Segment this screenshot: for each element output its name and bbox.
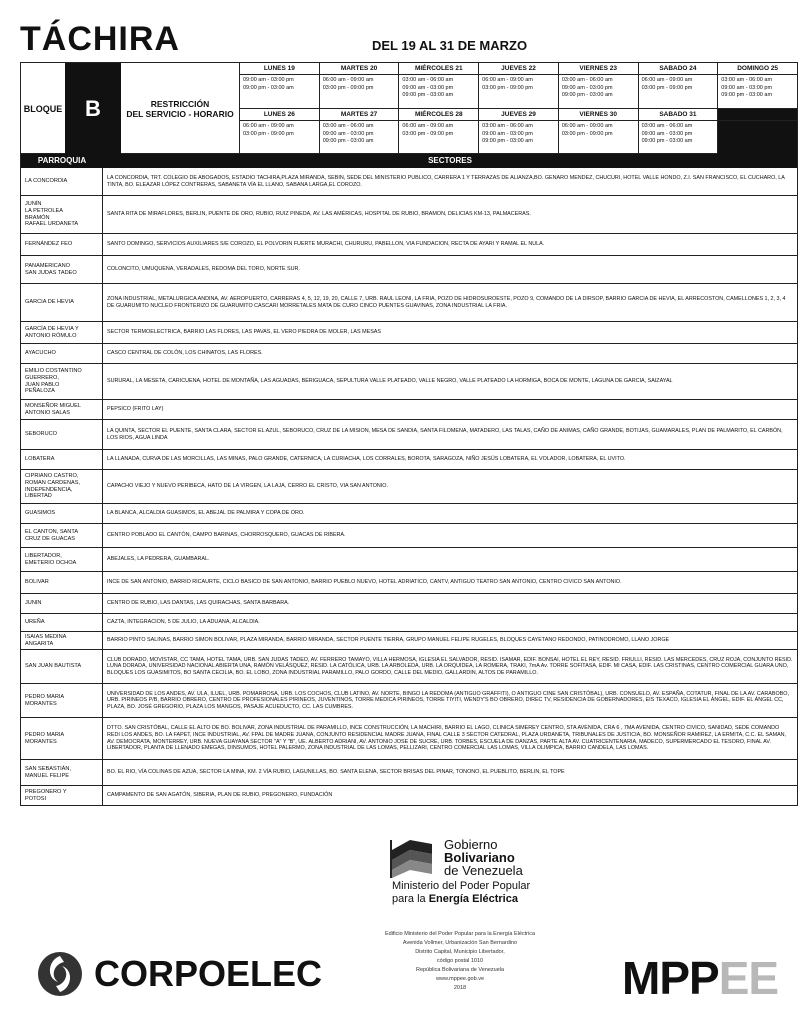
parroquia-cell: UREÑA xyxy=(21,614,103,631)
day-heading: MARTES 27 xyxy=(319,109,399,121)
parroquia-cell: PREGONERO Y POTOSI xyxy=(21,786,103,805)
parroquia-cell: JUNÍN LA PETROLEA BRAMÓN RAFAEL URDANETA xyxy=(21,196,103,233)
hour-range: 09:00 pm - 03:00 am xyxy=(482,138,533,144)
parroquia-cell: GARCÍA DE HEVIA Y ANTONIO RÓMULO xyxy=(21,322,103,343)
parroquia-cell: PANAMERICANO SAN JUDAS TADEO xyxy=(21,256,103,283)
address-line: 2018 xyxy=(453,985,467,991)
table-row xyxy=(21,450,797,470)
sectores-cell: CLUB DORADO, MOVISTAR, CC TAMA, HOTEL TAMA, URB. SAN JUDAS TADEO, AV. FERRERO TAMAYO, VILLA HERMOSA, IGLESIA EL SALVADOR, RESID. ISAMAR, EDIF. BONSAI, HOTEL EL REY, RESID. FRIULLI, RESID. LAS MERCEDES, CRUZ ROJA, CONJUNTO RESID. LUNA DORADA, UNIVERSIDAD NACIONAL ABIERTA UNA, RAMÓN VELÁSQUEZ, RESID. LA CATÓLICA, URB. LA ARBOLEDA, URB. LA ORQUIDEA, LA ROMERA, TRAKI, 7mA Av. TORRE SOFITASA, EDIF. MI CASA, EDIF. LAS CRISTINAS, CENTRO COMERCIAL GUARA UNO, BLOQUES LOS GUASIMITOS, BO SANTA CECILIA, BO. EL LOBO, ZONA INDUSTRIAL PARAMILLO, PALO GORDO, CALLE DEL MEDIO, GALLARDIN, ALTOS DE PARAMILLO. xyxy=(107,656,793,676)
hour-range: 09:00 am - 03:00 pm xyxy=(402,84,454,91)
table-row xyxy=(21,234,797,256)
mppee-logo xyxy=(622,952,778,1004)
sectores-cell: BO. EL RIO, VÍA COLINAS DE AZUA, SECTOR LA MINA, KM. 2 VÍA RUBIO, LAGUNILLAS, BO. SANTA ELENA, SECTOR BRISAS DEL PINAR, TONONO, EL PUEBLITO, BERLIN, EL TOPE xyxy=(107,769,565,776)
hour-range: 03:00 am - 06:00 am xyxy=(641,123,693,129)
hour-range: 06:00 am - 09:00 am xyxy=(482,77,533,83)
day-heading: JUEVES 29 xyxy=(478,109,558,121)
day-hours xyxy=(638,75,718,109)
table-row xyxy=(21,614,797,632)
ministry-line2-pre: para la xyxy=(392,893,429,905)
day-hours xyxy=(638,121,718,155)
hour-range: 09:00 pm - 03:00 am xyxy=(402,92,454,98)
parroquia-cell: SAN SEBASTIÁN, MANUEL FELIPE xyxy=(21,760,103,785)
day-heading: DOMINGO 25 xyxy=(717,63,797,75)
parroquia-cell: SAN JUAN BAUTISTA xyxy=(21,650,103,683)
day-hours xyxy=(717,121,797,155)
hour-range: 03:00 pm - 09:00 pm xyxy=(402,130,454,137)
address-line: www.mppee.gob.ve xyxy=(436,976,484,982)
sectores-cell: INCE DE SAN ANTONIO, BARRIO RICAURTE, CICLO BASICO DE SAN ANTONIO, BARRIO PUEBLO NUEVO, HOTEL ADRIATICO, CANTV, ANTIGUO TEATRO SAN ANTONIO, CENTRO CIVICO SAN ANTONIO. xyxy=(107,579,622,586)
day-heading xyxy=(717,109,797,121)
sectors-table xyxy=(20,154,798,806)
restriccion-line2: DEL SERVICIO - HORARIO xyxy=(126,109,234,119)
parroquia-cell: LA CONCORDIA xyxy=(21,168,103,195)
date-range: DEL 19 AL 31 DE MARZO xyxy=(372,38,528,53)
hour-range: 03:00 am - 06:00 am xyxy=(482,123,533,129)
day-hours xyxy=(478,121,558,155)
corpoelec-wordmark: CORPOELEC xyxy=(94,953,323,994)
hour-range: 09:00 pm - 03:00 am xyxy=(641,138,693,144)
hour-range: 09:00 am - 03:00 pm xyxy=(322,130,374,137)
hour-range: 03:00 pm - 09:00 pm xyxy=(641,84,693,91)
day-hours xyxy=(239,75,319,109)
hour-range: 09:00 pm - 03:00 am xyxy=(561,92,613,98)
sectores-cell: SANTA RITA DE MIRAFLORES, BERLIN, PUENTE DE ORO, RUBIO, RUIZ PINEDA, AV. LAS AMÉRICAS, HOSPITAL DE RUBIO, BRAMON, DELICIAS KM-13, PALMACERAS. xyxy=(107,211,531,218)
table-row xyxy=(21,504,797,524)
table-row xyxy=(21,322,797,344)
parroquia-cell: ISAIAS MEDINA ANGARITA xyxy=(21,632,103,649)
venezuela-flag-icon xyxy=(388,836,436,878)
sectores-cell: LA QUINTA, SECTOR EL PUENTE, SANTA CLARA, SECTOR EL AZUL, SEBORUCO, CRUZ DE LA MISION, MESA DE SANDIA, SANTA FILOMENA, MATADERO, LAS TALAS, CAÑO DE ANIMAS, CAÑO GRANDE, BOTIJAS, GUAMARALES, PLAN DE PALMARITO, EL CARBÓN, LOS RIOS, AGUA LINDA xyxy=(107,427,783,441)
mppee-dark: MPP xyxy=(622,952,719,1004)
table-row xyxy=(21,548,797,572)
day-hours xyxy=(478,75,558,109)
day-hours xyxy=(319,121,399,155)
day-hours xyxy=(398,121,478,155)
day-hours xyxy=(558,121,638,155)
ministry-address xyxy=(360,930,560,993)
page-title: TÁCHIRA xyxy=(20,20,180,58)
day-heading: VIERNES 23 xyxy=(558,63,638,75)
parroquia-cell: LIBERTADOR, EMETERIO OCHOA xyxy=(21,548,103,571)
restriccion-line1: RESTRICCIÓN xyxy=(150,98,210,109)
hour-range: 03:00 pm - 09:00 pm xyxy=(243,130,294,137)
day-hours xyxy=(319,75,399,109)
parroquia-cell: MONSEÑOR MIGUEL ANTONIO SALAS xyxy=(21,400,103,419)
parroquia-cell: PEDRO MARIA MORANTES xyxy=(21,718,103,759)
table-row xyxy=(21,344,797,364)
table-row xyxy=(21,572,797,594)
schedule-header xyxy=(20,62,798,154)
sectores-cell: BARRIO PINTO SALINAS, BARRIO SIMON BOLIVAR, PLAZA MIRANDA, BARRIO MIRANDA, SECTOR PUENTE TIERRA, GRUPO MANUEL FELIPE RUGELES, BLOQUES CAYETANO REDONDO, PATINODROMO, LLANO JORGE xyxy=(107,637,670,644)
sectores-cell: ABEJALES, LA PEDRERA, GUAMBARAL. xyxy=(107,556,210,563)
address-line: República Bolivariana de Venezuela xyxy=(415,967,505,973)
hour-range: 06:00 am - 09:00 am xyxy=(641,77,693,83)
hour-range: 03:00 pm - 09:00 pm xyxy=(482,84,533,91)
table-row xyxy=(21,524,797,548)
day-hours xyxy=(558,75,638,109)
parroquia-cell: LOBATERA xyxy=(21,450,103,469)
day-heading: MARTES 20 xyxy=(319,63,399,75)
ministry-line2 xyxy=(392,893,518,905)
table-row xyxy=(21,420,797,450)
address-line: código postal 1010 xyxy=(436,958,484,964)
bloque-label: BLOQUE xyxy=(23,104,63,114)
address-line: Edificio Ministerio del Poder Popular para la Energía Eléctrica xyxy=(384,931,536,937)
sectores-cell: ZONA INDUSTRIAL, METALURGICA ANDINA, AV. AEROPUERTO, CARRERAS 4, 5, 12, 19, 20, CALLE 7, URB. RAUL LEONI, LA FRIA, POZO DE HIDROSUROESTE, POZO 9, COMANDO DE LA DIRSOP, BARRIO GARCIA DE HEVIA, EL ARRECOSTON, CAMELLONES 1, 2, 3, 4 DE GUARUMITO NUCLEO FRONTERIZO DE GUARUMITO CASCARI MORRETALES MATA DE CURO CINCO PUENTES GUAVINAS, ZONA INDUSTRIAL LA FRIA. xyxy=(107,295,786,309)
table-row xyxy=(21,786,797,806)
hour-range: 03:00 pm - 09:00 pm xyxy=(561,130,613,137)
hour-range: 09:00 am - 03:00 pm xyxy=(243,77,294,83)
sectores-cell: CENTRO POBLADO EL CANTÓN, CAMPO BARINAS, CHORROSQUERO, GUACAS DE RIBERA. xyxy=(107,532,346,539)
sectores-cell: LA LLANADA, CURVA DE LAS MORCILLAS, LAS MINAS, PALO GRANDE, CATERNICA, LA CURIACHA, LOS CORRALES, BOROTA, SARAGOZA, NIÑO JESÚS LOBATERA, EL VOLADOR, LOBATERA, EL UVITO. xyxy=(107,456,626,463)
hour-range: 09:00 am - 03:00 pm xyxy=(721,84,773,91)
bloque-letter: B xyxy=(65,63,121,155)
hour-range: 06:00 am - 09:00 am xyxy=(402,123,454,129)
hour-range: 03:00 am - 06:00 am xyxy=(721,77,773,83)
table-row xyxy=(21,470,797,504)
table-row xyxy=(21,632,797,650)
day-hours xyxy=(398,75,478,109)
parroquia-cell: CIPRIANO CASTRO, ROMAN CARDENAS, INDEPENDENCIA, LIBERTAD xyxy=(21,470,103,503)
hour-range: 09:00 am - 03:00 pm xyxy=(482,130,533,137)
day-heading: LUNES 19 xyxy=(239,63,319,75)
col-parroquia: PARROQUIA xyxy=(37,156,87,165)
sectores-cell: PEPSICO (FRITO LAY) xyxy=(107,406,164,413)
table-row xyxy=(21,718,797,760)
sectores-cell: CAPACHO VIEJO Y NUEVO PERIBECA, HATO DE LA VIRGEN, LA LAJA, CERRO EL CRISTO, VIA SAN ANTONIO. xyxy=(107,483,388,490)
sectores-cell: SANTO DOMINGO, SERVICIOS AUXILIARES S/E COROZO, EL POLVORIN FUERTE MURACHI, CHURURU, PABELLON, VIA FUNDACION, RECTA DE AYARI Y RAMAL EL NULA. xyxy=(107,241,545,248)
parroquia-cell: JUNIN xyxy=(21,594,103,613)
corpoelec-swirl-icon xyxy=(36,950,84,998)
parroquia-cell: EMILIO COSTANTINO GUERRERO, JUAN PABLO PEÑALOZA xyxy=(21,364,103,399)
day-hours xyxy=(239,121,319,155)
hour-range: 06:00 am - 09:00 am xyxy=(322,77,374,83)
table-row xyxy=(21,256,797,284)
sectores-cell: SURURAL, LA MESETA, CARICUENA, HOTEL DE MONTAÑA, LAS AGUADAS, BERIGUACA, SEPULTURA VALLE PLATEADO, VALLE NEGRO, VALLE PLATEADO LA HORMIGA, BOCA DE MONTE, LAGUNA DE GARCIA, SAIZAYAL xyxy=(107,378,673,385)
table-row xyxy=(21,168,797,196)
hour-range: 03:00 pm - 09:00 pm xyxy=(322,84,374,91)
mppee-light: EE xyxy=(718,952,779,1004)
table-row xyxy=(21,364,797,400)
sectores-cell: DTTO. SAN CRISTÓBAL, CALLE EL ALTO DE BO. BOLIVAR, ZONA INDUSTRIAL DE PARAMILLO, INCE CONSTRUCCIÓN, LA MACHIRI, BARRIO EL LAGO, CLINICA SIMEREY CENTRO, STA AVENIDA, CRA 6 , 7MA AVENIDA, CENTRO CIVICO, SANIDAD, SEDE COMANDO REDI LOS ANDES, BO. LA FAPET, INCE INDUSTRIAL, AV. FPAL DE MADRE JUANA, CONJUNTO RESIDENCIAL MADRE JUANA, FINAL CALLE 3 SECTOR CATEDRAL, PLAZA URDANETA, TRIBUNALES DE JUSTICIA, BO. MONSEÑOR RAMIREZ, LA ERMITA, C.C. EL SAMAN, AV. DEMOCRATA, MONTERREY, URB. NUEVA GUAYANA SECTOR "A" Y "B", UE. ALBERTO ADRIANI, AV. ANTONIO JOSE DE SUCRE, URB. TORBES, ESCUELA DE DANZAS, PARTE ALTA AV. CUATRICENTENARIA, MADECO, SUPERMERCADO EL TESORO, FINAL AV. LIBERTADOR, PLANTA DE LLENADO EMEGAS, DINSUMOS, HOTEL PALERMO, ZONA INDUSTRIAL DE LAS LOMAS, PELLIZARI, CENTRO COMERCIAL LAS LOMAS, VILLA OLIMPICA, BARRIO CANDELA, LAS LOMAS. xyxy=(107,725,787,752)
gov-line3: de Venezuela xyxy=(444,863,523,878)
parroquia-cell: GUASIMOS xyxy=(21,504,103,523)
ministry-line1: Ministerio del Poder Popular xyxy=(392,880,531,892)
parroquia-cell: FERNÁNDEZ FEO xyxy=(21,234,103,255)
day-heading: MIÉRCOLES 28 xyxy=(398,109,478,121)
hour-range: 09:00 am - 03:00 pm xyxy=(561,84,613,91)
ministry-line2-bold: Energía Eléctrica xyxy=(428,893,518,905)
hour-range: 06:00 am - 09:00 am xyxy=(561,123,613,129)
sectores-cell: LA CONCORDIA, TRT. COLEGIO DE ABOGADOS, ESTADIO TACHIRA,PLAZA MIRANDA, SEBIN, SEDE DEL MINISTERIO PUBLICO, CARRERA 1 Y TERRAZAS DE ALIANZA,BO. GENARO MENDEZ, CHUCURI, HOTEL VALLE HONDO, Z.I. SAN FRANCISCO, EL CUCHARO, LA TINTA, BO. ELEAZAR LÓPEZ CONTRERAS, SABANETA VÍA EL LLANO, SABANA LARGA,EL COROZO. xyxy=(107,174,785,188)
table-row xyxy=(21,684,797,718)
hour-range: 06:00 am - 09:00 am xyxy=(243,123,294,129)
sectores-cell: SECTOR TERMOELECTRICA, BARRIO LAS FLORES, LAS PAVAS, EL VERO PIEDRA DE MOLER, LAS MESAS xyxy=(107,329,381,336)
day-heading: SABADO 31 xyxy=(638,109,718,121)
parroquia-cell: GARCIA DE HEVIA xyxy=(21,284,103,321)
parroquia-cell: PEDRO MARIA MORANTES xyxy=(21,684,103,717)
gov-line1: Gobierno xyxy=(444,837,498,852)
table-row xyxy=(21,196,797,234)
hour-range: 09:00 am - 03:00 pm xyxy=(641,130,693,137)
table-row xyxy=(21,400,797,420)
parroquia-cell: SEBORUCO xyxy=(21,420,103,449)
day-hours xyxy=(717,75,797,109)
sectores-cell: CASCO CENTRAL DE COLÓN, LOS CHINATOS, LAS FLORES. xyxy=(107,350,263,357)
parroquia-cell: AYACUCHO xyxy=(21,344,103,363)
sectores-cell: CENTRO DE RUBIO, LAS DANTAS, LAS QUIRACHAS, SANTA BARBARA. xyxy=(107,600,290,607)
sectores-cell: UNIVERSIDAD DE LOS ANDES, AV. ULA, ILUEL, URB. POMARROSA, URB. LOS COCHOS, CLUB LATINO, AV. NORTE, BINGO LA REDOMA (ANTIGUO GRAFFITI), O ANTIGUO CINE SAN CRISTÓBAL), URB. CONSUELO, AV. ESPAÑA, COTATUR, FINAL DE LA AV. CARABOBO, URB. PIRINEOS P/B, BARRIO OBRERO, CENTRO DE PROFESIONALES PIRINEOS, JUVENTINOS, TORRE MEDICA PIRINEOS, TORRE TIYITI, WENDY'S BO OBRERO, DIREC TV, RESIDENCIA DE GOBERNADORES, EIS TEXACO, IGLESIA EL ÁNGEL, EDIF. EL ÁNGEL CC, PLAZA, BO. JOSÉ GREGORIO, PLAZA LOS MANGOS, PASAJE ACUEDUCTO, CC. LAS CUMBRES. xyxy=(107,690,789,710)
hour-range: 09:00 pm - 03:00 am xyxy=(322,138,374,144)
days-grid xyxy=(239,63,797,155)
hour-range: 03:00 am - 06:00 am xyxy=(561,77,613,83)
table-body xyxy=(21,168,797,806)
col-sectores: SECTORES xyxy=(428,156,472,165)
restriccion-label xyxy=(121,63,239,155)
day-heading: SABADO 24 xyxy=(638,63,718,75)
table-row xyxy=(21,650,797,684)
parroquia-cell: EL CANTON, SANTA CRUZ DE GUACAS xyxy=(21,524,103,547)
address-line: Distrito Capital, Municipio Libertador, xyxy=(415,949,505,955)
day-heading: JUEVES 22 xyxy=(478,63,558,75)
sectores-cell: CAMPAMENTO DE SAN AGATÓN, SIBERIA, PLAN DE RUBIO, PREGONERO, FUNDACIÓN xyxy=(107,792,333,799)
sectores-cell: LA BLANCA, ALCALDIA GUASIMOS, EL ABEJAL DE PALMIRA Y COPA DE ORO. xyxy=(107,510,305,517)
hour-range: 03:00 am - 06:00 am xyxy=(322,123,374,129)
table-row xyxy=(21,284,797,322)
parroquia-cell: BOLIVAR xyxy=(21,572,103,593)
hour-range: 09:00 pm - 03:00 am xyxy=(721,92,773,98)
hour-range: 09:00 pm - 03:00 am xyxy=(243,84,294,91)
table-header xyxy=(21,154,797,168)
day-heading: LUNES 26 xyxy=(239,109,319,121)
address-line: Avenida Vollmer, Urbanización San Bernardino xyxy=(402,940,518,946)
sectores-cell: CAZTA, INTEGRACION, 5 DE JULIO, LA ADUANA, ALCALDIA. xyxy=(107,619,260,626)
hour-range: 03:00 am - 06:00 am xyxy=(402,77,454,83)
sectores-cell: COLONCITO, UMUQUENA, VERADALES, REDOMA DEL TORO, NORTE SUR. xyxy=(107,266,300,273)
table-row xyxy=(21,594,797,614)
table-row xyxy=(21,760,797,786)
day-heading: VIERNES 30 xyxy=(558,109,638,121)
corpoelec-logo xyxy=(36,944,322,1004)
gov-line2: Bolivariano xyxy=(444,850,515,865)
day-heading: MIÉRCOLES 21 xyxy=(398,63,478,75)
